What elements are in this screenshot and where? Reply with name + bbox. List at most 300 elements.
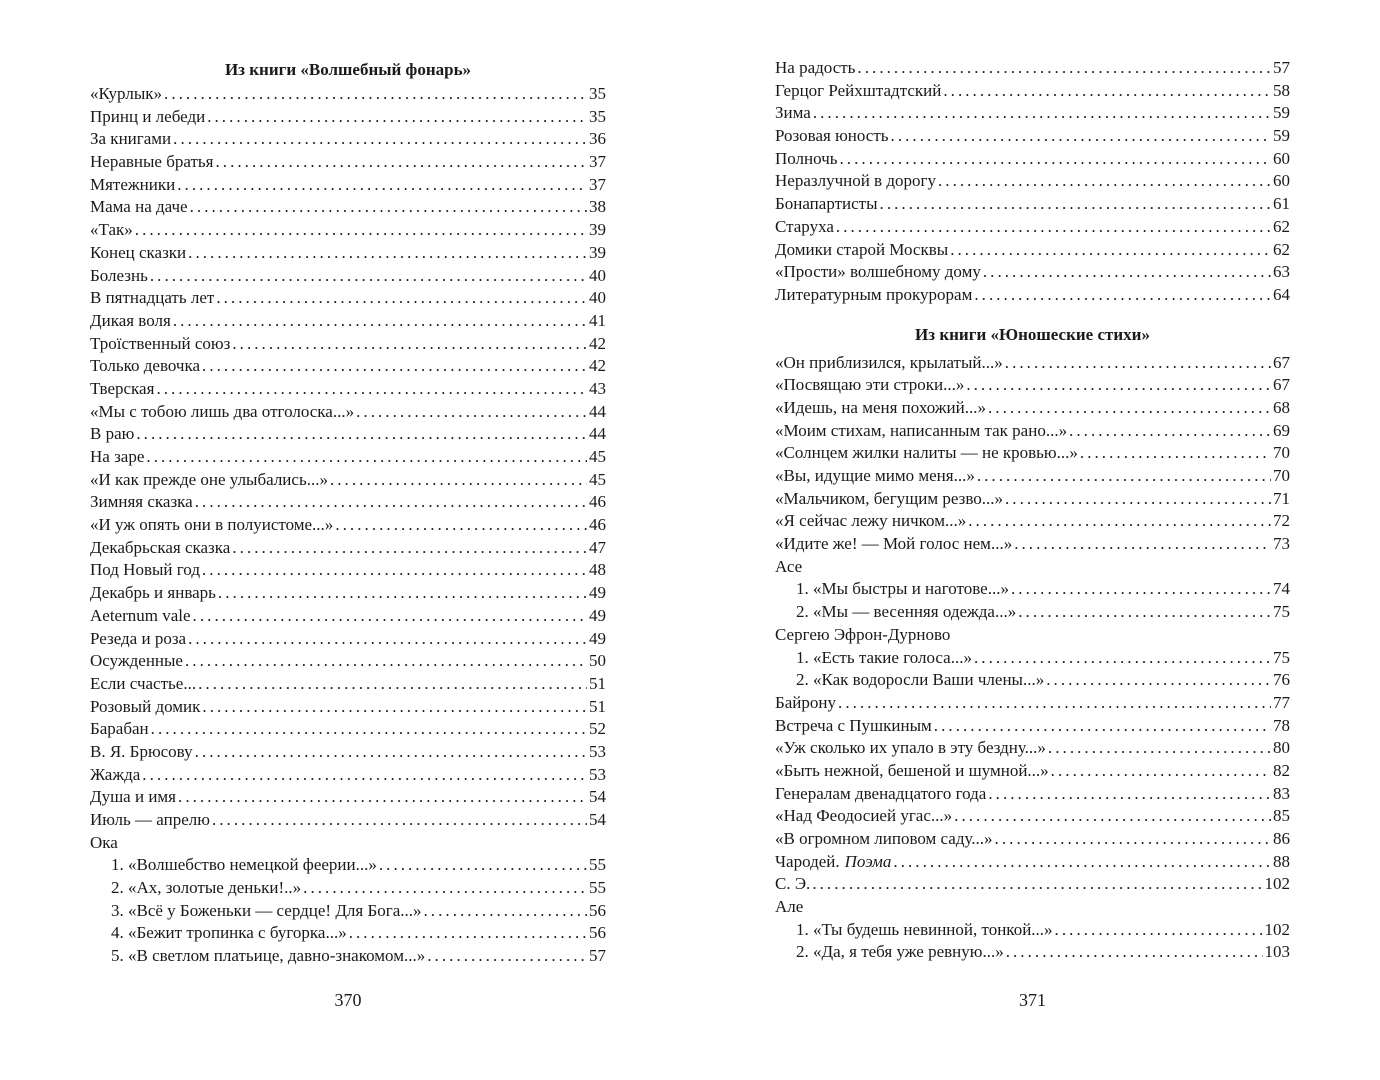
toc-entry — [90, 355, 606, 378]
dot-leader — [303, 877, 587, 900]
toc-list — [775, 352, 1290, 965]
entry-title: На радость — [775, 58, 856, 77]
entry-page-number: 44 — [589, 401, 606, 421]
dot-leader — [335, 514, 587, 537]
dot-leader — [424, 900, 588, 923]
entry-title: Розовый домик — [90, 696, 201, 716]
entry-page-number: 54 — [589, 787, 606, 807]
dot-leader — [202, 355, 587, 378]
entry-title: Осужденные — [90, 651, 183, 671]
entry-page-number: 45 — [589, 447, 606, 466]
toc-entry — [775, 601, 1290, 624]
entry-title: Если счастье... — [90, 673, 197, 693]
toc-entry — [90, 469, 606, 492]
entry-title-italic: Поэма — [844, 851, 892, 871]
toc-entry — [90, 446, 606, 469]
entry-title: «Вы, идущие мимо меня...» — [775, 466, 975, 485]
entry-page-number: 55 — [589, 878, 606, 898]
entry-title: Июль — апрелю — [90, 810, 210, 829]
toc-entry — [90, 537, 606, 560]
entry-page-number: 60 — [1273, 171, 1290, 191]
dot-leader — [202, 696, 587, 719]
toc-entry — [775, 284, 1290, 307]
toc-entry — [775, 193, 1290, 216]
entry-title: Байрону — [775, 692, 837, 712]
entry-title: В. Я. Брюсову — [90, 741, 193, 761]
entry-page-number: 78 — [1273, 715, 1290, 735]
entry-page-number: 60 — [1273, 148, 1290, 168]
entry-title: Принц и лебеди — [90, 106, 206, 126]
entry-title: Только девочка — [90, 356, 201, 376]
toc-entry — [90, 514, 606, 537]
entry-page-number: 46 — [589, 492, 606, 512]
toc-entry — [775, 465, 1290, 488]
entry-title: «Я сейчас лежу ничком...» — [775, 511, 967, 531]
dot-leader — [1080, 442, 1271, 465]
entry-page-number: 51 — [589, 673, 606, 693]
dot-leader — [891, 125, 1271, 148]
toc-group-heading — [775, 624, 1290, 647]
dot-leader — [330, 469, 587, 492]
dot-leader — [215, 151, 587, 174]
entry-page-number: 36 — [589, 129, 606, 149]
section-heading: Из книги «Волшебный фонарь» — [224, 60, 472, 79]
entry-page-number: 40 — [589, 265, 606, 285]
dot-leader — [988, 783, 1271, 806]
dot-leader — [988, 397, 1271, 420]
dot-leader — [146, 446, 587, 469]
entry-page-number: 75 — [1273, 647, 1290, 667]
entry-title: «Идите же! — Мой голос нем...» — [775, 534, 1013, 554]
entry-title: Бонапартисты — [775, 194, 878, 214]
entry-page-number: 40 — [589, 288, 606, 308]
entry-title: Домики старой Москвы — [775, 239, 949, 259]
entry-title: Генералам двенадцатого года — [775, 783, 987, 803]
entry-title: 2. «Мы — весенняя одежда...» — [796, 602, 1017, 622]
entry-page-number: 102 — [1264, 874, 1290, 894]
dot-leader — [950, 239, 1271, 262]
toc-entry — [90, 628, 606, 651]
toc-entry — [775, 102, 1290, 125]
entry-title: Дикая воля — [90, 310, 171, 330]
entry-title: С. Э. — [775, 874, 811, 894]
entry-title: 1. «Ты будешь невинной, тонкой...» — [796, 919, 1053, 939]
entry-page-number: 88 — [1273, 851, 1290, 871]
dot-leader — [427, 945, 587, 968]
entry-title: Герцог Рейхштадтский — [775, 80, 942, 100]
entry-title: 1. «Волшебство немецкой феерии...» — [111, 855, 377, 875]
dot-leader — [135, 219, 587, 242]
entry-title: Душа и имя — [90, 787, 177, 807]
dot-leader — [185, 650, 587, 673]
dot-leader — [977, 465, 1271, 488]
entry-page-number: 42 — [589, 356, 606, 376]
dot-leader — [232, 333, 587, 356]
entry-page-number: 67 — [1273, 352, 1290, 372]
toc-entry — [90, 764, 606, 787]
entry-title: Мятежники — [90, 174, 176, 194]
entry-page-number: 43 — [589, 378, 606, 398]
entry-page-number: 82 — [1273, 760, 1290, 780]
entry-page-number: 58 — [1273, 80, 1290, 100]
entry-title: На заре — [90, 447, 145, 466]
entry-title: Але — [775, 897, 804, 917]
toc-entry — [90, 423, 606, 446]
entry-title: Неразлучной в дорогу — [775, 171, 936, 191]
dot-leader — [198, 673, 587, 696]
entry-page-number: 68 — [1273, 397, 1290, 417]
dot-leader — [1006, 941, 1263, 964]
toc-entry — [90, 378, 606, 401]
dot-leader — [812, 873, 1262, 896]
entry-page-number: 39 — [589, 220, 606, 240]
entry-title: Декабрь и январь — [90, 583, 216, 603]
entry-page-number: 67 — [1273, 375, 1290, 395]
toc-entry — [775, 442, 1290, 465]
toc-entry — [90, 877, 606, 900]
dot-leader — [195, 491, 587, 514]
toc-entry — [775, 851, 1290, 874]
toc-entry — [775, 805, 1290, 828]
dot-leader — [968, 510, 1271, 533]
toc-entry — [90, 128, 606, 151]
dot-leader — [943, 80, 1271, 103]
entry-title: 1. «Мы быстры и наготове...» — [796, 579, 1009, 599]
entry-page-number: 49 — [589, 628, 606, 648]
entry-title: «Прости» волшебному дому — [775, 262, 981, 282]
toc-entry — [90, 196, 606, 219]
toc-entry — [775, 352, 1290, 375]
page-number: 371 — [1019, 990, 1046, 1010]
toc-entry — [90, 401, 606, 424]
entry-page-number: 73 — [1273, 534, 1290, 554]
toc-group-heading — [775, 556, 1290, 579]
dot-leader — [934, 715, 1271, 738]
entry-page-number: 49 — [589, 583, 606, 603]
toc-entry — [90, 922, 606, 945]
entry-page-number: 37 — [589, 152, 606, 172]
toc-entry — [775, 533, 1290, 556]
dot-leader — [356, 401, 587, 424]
entry-page-number: 55 — [589, 855, 606, 875]
dot-leader — [840, 148, 1272, 171]
entry-page-number: 70 — [1273, 466, 1290, 485]
toc-entry — [775, 828, 1290, 851]
entry-page-number: 61 — [1273, 194, 1290, 214]
dot-leader — [188, 242, 587, 265]
entry-title: За книгами — [90, 129, 172, 149]
dot-leader — [1014, 533, 1271, 556]
entry-title: Болезнь — [90, 265, 148, 285]
toc-entry — [90, 219, 606, 242]
dot-leader — [164, 83, 587, 106]
toc-list — [90, 83, 606, 968]
toc-entry — [775, 760, 1290, 783]
entry-title: «И уж опять они в полуистоме...» — [90, 515, 334, 535]
entry-page-number: 47 — [589, 537, 606, 557]
entry-title: «Идешь, на меня похожий...» — [775, 397, 986, 417]
toc-entry — [775, 397, 1290, 420]
toc-list-continued — [775, 57, 1290, 307]
entry-title: 5. «В светлом платьице, давно-знакомом...» — [111, 946, 426, 966]
dot-leader — [216, 287, 587, 310]
dot-leader — [188, 628, 587, 651]
dot-leader — [193, 605, 587, 628]
entry-page-number: 103 — [1264, 942, 1290, 962]
dot-leader — [136, 423, 587, 446]
entry-title: Декабрьская сказка — [90, 537, 231, 557]
entry-page-number: 38 — [589, 197, 606, 217]
dot-leader — [173, 310, 587, 333]
entry-title: Встреча с Пушкиным — [775, 715, 932, 735]
entry-page-number: 80 — [1273, 738, 1290, 758]
toc-entry — [775, 239, 1290, 262]
entry-page-number: 39 — [589, 242, 606, 262]
dot-leader — [1051, 760, 1271, 783]
dot-leader — [1048, 737, 1271, 760]
dot-leader — [349, 922, 587, 945]
entry-page-number: 35 — [589, 106, 606, 126]
entry-page-number: 50 — [589, 651, 606, 671]
entry-title: «Он приблизился, крылатый...» — [775, 352, 1003, 372]
entry-page-number: 102 — [1264, 919, 1290, 939]
dot-leader — [857, 57, 1271, 80]
entry-page-number: 42 — [589, 333, 606, 353]
dot-leader — [938, 170, 1271, 193]
entry-title: В раю — [90, 424, 135, 444]
entry-title: Старуха — [775, 216, 834, 236]
entry-title: Розовая юность — [775, 126, 889, 146]
entry-page-number: 48 — [589, 560, 606, 580]
entry-page-number: 72 — [1273, 511, 1290, 531]
entry-page-number: 52 — [589, 719, 606, 739]
dot-leader — [232, 537, 587, 560]
entry-page-number: 62 — [1273, 216, 1290, 236]
entry-page-number: 57 — [589, 946, 606, 966]
entry-page-number: 49 — [589, 605, 606, 625]
entry-title: Асе — [775, 556, 803, 576]
entry-page-number: 70 — [1273, 443, 1290, 463]
toc-entry — [90, 491, 606, 514]
dot-leader — [177, 174, 587, 197]
toc-entry — [775, 57, 1290, 80]
toc-entry — [90, 310, 606, 333]
dot-leader — [836, 216, 1271, 239]
toc-entry — [90, 809, 606, 832]
section-heading: Из книги «Юношеские стихи» — [915, 324, 1150, 344]
entry-page-number: 57 — [1273, 58, 1290, 77]
entry-page-number: 85 — [1273, 806, 1290, 826]
dot-leader — [178, 786, 587, 809]
toc-group-heading — [775, 896, 1290, 919]
entry-title: Жажда — [90, 764, 141, 784]
entry-title: Конец сказки — [90, 242, 187, 262]
toc-entry — [775, 873, 1290, 896]
dot-leader — [1055, 919, 1263, 942]
toc-entry — [775, 647, 1290, 670]
entry-title: Троїственный союз — [90, 333, 231, 353]
right-page — [775, 0, 1290, 1010]
entry-title: «Мальчиком, бегущим резво...» — [775, 488, 1003, 508]
toc-entry — [775, 170, 1290, 193]
dot-leader — [1011, 578, 1271, 601]
entry-page-number: 35 — [589, 84, 606, 103]
entry-page-number: 74 — [1273, 579, 1290, 599]
page-number: 370 — [334, 990, 362, 1010]
entry-title: В пятнадцать лет — [90, 288, 215, 308]
entry-title: «Над Феодосией угас...» — [775, 806, 953, 826]
entry-page-number: 37 — [589, 174, 606, 194]
dot-leader — [974, 284, 1271, 307]
toc-entry — [90, 605, 606, 628]
entry-title: «Мы с тобою лишь два отголоска...» — [90, 401, 355, 421]
entry-title: 3. «Всё у Боженьки — сердце! Для Бога...» — [111, 900, 422, 920]
dot-leader — [1069, 420, 1271, 443]
entry-title: «В огромном липовом саду...» — [775, 829, 993, 848]
entry-page-number: 76 — [1273, 670, 1290, 690]
toc-entry — [775, 783, 1290, 806]
entry-page-number: 41 — [589, 310, 606, 330]
entry-page-number: 63 — [1273, 262, 1290, 282]
toc-entry — [90, 741, 606, 764]
entry-page-number: 56 — [589, 900, 606, 920]
dot-leader — [190, 196, 587, 219]
toc-entry — [775, 125, 1290, 148]
toc-entry — [90, 945, 606, 968]
dot-leader — [142, 764, 587, 787]
entry-title: 2. «Как водоросли Ваши члены...» — [796, 670, 1045, 690]
left-page — [90, 0, 606, 1010]
entry-title: 2. «Ах, золотые деньки!..» — [111, 878, 302, 898]
toc-entry — [775, 80, 1290, 103]
entry-title: Под Новый год — [90, 560, 200, 580]
toc-entry — [775, 737, 1290, 760]
dot-leader — [995, 828, 1271, 851]
toc-entry — [90, 650, 606, 673]
toc-entry — [775, 148, 1290, 171]
toc-entry — [775, 578, 1290, 601]
entry-page-number: 53 — [589, 741, 606, 761]
entry-page-number: 45 — [589, 469, 606, 489]
dot-leader — [893, 851, 1271, 874]
toc-entry — [775, 669, 1290, 692]
toc-entry — [90, 696, 606, 719]
entry-page-number: 44 — [589, 424, 606, 444]
toc-entry — [90, 83, 606, 106]
entry-title: «Так» — [90, 220, 133, 240]
entry-title: «Уж сколько их упало в эту бездну...» — [775, 738, 1046, 758]
dot-leader — [983, 261, 1271, 284]
entry-page-number: 71 — [1273, 488, 1290, 508]
entry-page-number: 69 — [1273, 420, 1290, 440]
toc-entry — [775, 919, 1290, 942]
entry-page-number: 53 — [589, 764, 606, 784]
entry-title: Тверская — [90, 378, 155, 398]
dot-leader — [954, 805, 1271, 828]
entry-page-number: 46 — [589, 515, 606, 535]
dot-leader — [207, 106, 587, 129]
entry-page-number: 83 — [1273, 783, 1290, 803]
toc-entry — [775, 941, 1290, 964]
dot-leader — [974, 647, 1271, 670]
entry-page-number: 59 — [1273, 126, 1290, 146]
entry-page-number: 75 — [1273, 602, 1290, 622]
entry-page-number: 51 — [589, 696, 606, 716]
entry-page-number: 54 — [589, 810, 606, 829]
toc-entry — [90, 718, 606, 741]
entry-title: Мама на даче — [90, 197, 188, 217]
toc-entry — [90, 854, 606, 877]
entry-title: Aeternum vale — [90, 605, 191, 625]
dot-leader — [1005, 488, 1271, 511]
entry-title: 1. «Есть такие голоса...» — [796, 647, 972, 667]
dot-leader — [880, 193, 1271, 216]
entry-page-number: 59 — [1273, 103, 1290, 123]
entry-page-number: 56 — [589, 923, 606, 943]
dot-leader — [212, 809, 587, 832]
entry-title: Барабан — [90, 719, 149, 739]
entry-page-number: 86 — [1273, 829, 1290, 848]
toc-entry — [775, 216, 1290, 239]
entry-title: Полночь — [775, 148, 838, 168]
entry-page-number: 62 — [1273, 239, 1290, 259]
toc-entry — [90, 287, 606, 310]
entry-title: «И как прежде оне улыбались...» — [90, 469, 328, 489]
toc-entry — [90, 151, 606, 174]
entry-title: «Курлык» — [90, 84, 163, 103]
toc-entry — [775, 374, 1290, 397]
entry-title: Чародей. — [775, 851, 840, 871]
dot-leader — [151, 718, 587, 741]
toc-entry — [90, 673, 606, 696]
entry-title: «Быть нежной, бешеной и шумной...» — [775, 760, 1049, 780]
dot-leader — [1005, 352, 1271, 375]
dot-leader — [1046, 669, 1271, 692]
entry-title: 2. «Да, я тебя уже ревную...» — [796, 942, 1004, 962]
entry-title: Ока — [90, 832, 118, 852]
dot-leader — [838, 692, 1271, 715]
toc-group-heading — [90, 832, 606, 855]
entry-title: Зима — [775, 103, 811, 123]
dot-leader — [813, 102, 1271, 125]
toc-entry — [90, 333, 606, 356]
entry-title: «Посвящаю эти строки...» — [775, 375, 965, 395]
entry-title: «Солнцем жилки налиты — не кровью...» — [775, 443, 1078, 463]
toc-entry — [775, 715, 1290, 738]
toc-entry — [90, 559, 606, 582]
dot-leader — [218, 582, 587, 605]
entry-page-number: 64 — [1273, 284, 1290, 304]
toc-entry — [90, 174, 606, 197]
toc-entry — [90, 265, 606, 288]
dot-leader — [150, 265, 587, 288]
entry-page-number: 77 — [1273, 692, 1290, 712]
toc-entry — [775, 510, 1290, 533]
toc-entry — [775, 261, 1290, 284]
dot-leader — [195, 741, 587, 764]
dot-leader — [966, 374, 1271, 397]
entry-title: Сергею Эфрон-Дурново — [775, 624, 951, 644]
dot-leader — [1018, 601, 1271, 624]
entry-title: Неравные братья — [90, 152, 214, 172]
entry-title: 4. «Бежит тропинка с бугорка...» — [111, 923, 347, 943]
toc-entry — [90, 242, 606, 265]
toc-entry — [90, 106, 606, 129]
entry-title: Литературным прокурорам — [775, 284, 973, 304]
toc-entry — [775, 420, 1290, 443]
toc-entry — [775, 488, 1290, 511]
toc-entry — [775, 692, 1290, 715]
